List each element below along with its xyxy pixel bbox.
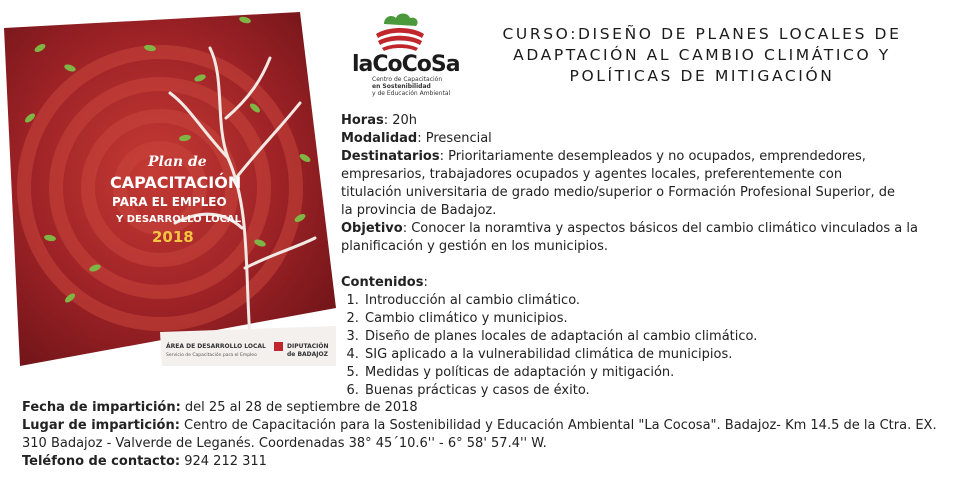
- course-title: [452, 24, 952, 87]
- objetivo-value: : Conocer la noramtiva y aspectos básicos del cambio climático vinculados a la planificación y gestión en los municipios.: [341, 221, 918, 254]
- course-title-line1: CURSO:DISEÑO DE PLANES LOCALES DE: [502, 25, 902, 43]
- lugar-label: Lugar de impartición:: [22, 418, 180, 433]
- contenidos-row: [341, 274, 960, 292]
- destinatarios-label: Destinatarios: [341, 149, 440, 164]
- cover-artwork: [0, 8, 336, 366]
- course-title-line3: POLÍTICAS DE MITIGACIÓN: [569, 67, 835, 85]
- modalidad-label: Modalidad: [341, 131, 418, 146]
- contenidos-label: Contenidos: [341, 275, 424, 290]
- modalidad-value: : Presencial: [417, 131, 492, 146]
- course-footer: [22, 399, 957, 471]
- fecha-row: [22, 399, 957, 417]
- lugar-value: Centro de Capacitación para la Sostenibilidad y Educación Ambiental "La Cocosa". Badajoz- Km 14.5 de la Ctra. EX. 310 Badajoz - Valverde de Leganés. Coordenadas 38° 45´10.6'' - 6° 58' 57.4'' W.: [22, 418, 937, 451]
- fecha-value: del 25 al 28 de septiembre de 2018: [180, 400, 418, 415]
- cover-title-line1: Plan de: [148, 154, 207, 170]
- lacocosa-logo: [352, 10, 460, 98]
- list-item: 1. Introducción al cambio climático.: [363, 292, 960, 310]
- lugar-row: [22, 417, 957, 453]
- list-item: 4. SIG aplicado a la vulnerabilidad climática de municipios.: [363, 346, 960, 364]
- logo-wordmark: laCoCoSa: [352, 52, 460, 77]
- objetivo-row: [341, 220, 960, 256]
- course-title-line2: ADAPTACIÓN AL CAMBIO CLIMÁTICO Y: [513, 46, 891, 64]
- course-details: [341, 112, 960, 400]
- contenidos-list: [341, 292, 960, 400]
- telefono-row: [22, 453, 957, 471]
- horas-label: Horas: [341, 113, 384, 128]
- diputacion-logo-icon: [274, 342, 283, 351]
- destinatarios-value: : Prioritariamente desempleados y no ocupados, emprendedores, empresarios, trabajadores ocupados y agentes locales, preferentemente con titulación universitaria de grado medio/superior o Formación Profesional Superior, de la provincia de Badajoz.: [341, 149, 896, 218]
- destinatarios-row: [341, 148, 901, 220]
- list-item: 2. Cambio climático y municipios.: [363, 310, 960, 328]
- logo-sub-line2: en Sostenibilidad: [372, 83, 431, 90]
- cover-title-line3: PARA EL EMPLEO: [112, 195, 227, 209]
- cover-footer-left-title: ÁREA DE DESARROLLO LOCAL: [166, 343, 266, 350]
- modalidad-row: [341, 130, 960, 148]
- logo-subtitle: [372, 76, 450, 97]
- cover-footer-right-line2: de BADAJOZ: [287, 351, 328, 358]
- cover-title-line2: CAPACITACIÓN: [110, 173, 242, 192]
- cover-year: 2018: [152, 228, 194, 246]
- fecha-label: Fecha de impartición:: [22, 400, 181, 415]
- list-item: 3. Diseño de planes locales de adaptación al cambio climático.: [363, 328, 960, 346]
- cover-image: [0, 8, 336, 366]
- horas-value: : 20h: [383, 113, 418, 128]
- logo-sub-line3: y de Educación Ambiental: [372, 90, 451, 97]
- cover-title-line4: Y DESARROLLO LOCAL: [116, 214, 242, 225]
- list-item: 5. Medidas y políticas de adaptación y mitigación.: [363, 364, 960, 382]
- objetivo-label: Objetivo: [341, 221, 403, 236]
- logo-sub-line1: Centro de Capacitación: [372, 76, 443, 83]
- telefono-value: 924 212 311: [180, 454, 267, 469]
- telefono-label: Teléfono de contacto:: [22, 454, 181, 469]
- cover-footer-left-sub: Servicio de Capacitación para el Empleo: [166, 353, 257, 358]
- contenidos-colon: :: [423, 275, 428, 290]
- cover-footer-right-line1: DIPUTACIÓN: [287, 343, 329, 350]
- list-item: 6. Buenas prácticas y casos de éxito.: [363, 382, 960, 400]
- lacocosa-emblem-icon: [370, 10, 430, 52]
- horas-row: [341, 112, 960, 130]
